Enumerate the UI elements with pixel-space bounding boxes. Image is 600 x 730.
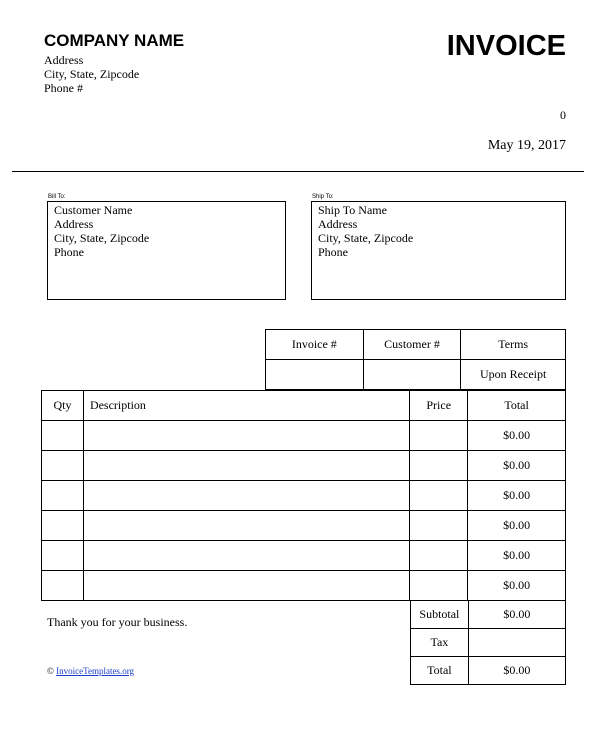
bill-to-label: Bill To: (48, 194, 66, 200)
ship-to-label: Ship To: (312, 194, 334, 200)
summary-table (410, 600, 566, 685)
info-value-invoice-number[interactable] (266, 360, 364, 390)
ship-to-box (311, 201, 566, 300)
copyright-line (47, 666, 134, 676)
item-total-cell: $0.00 (468, 421, 566, 451)
tax-label: Tax (411, 629, 469, 657)
bill-to-line: Phone (54, 245, 84, 259)
tax-value[interactable] (468, 629, 565, 657)
info-header-invoice-number: Invoice # (266, 330, 364, 360)
table-row (42, 511, 566, 541)
table-row (42, 421, 566, 451)
company-address: Address (44, 53, 84, 67)
column-header-price: Price (410, 391, 468, 421)
header-divider (12, 171, 584, 172)
bill-to-line: Address (54, 217, 94, 231)
table-row (42, 481, 566, 511)
column-header-total: Total (468, 391, 566, 421)
item-price-cell[interactable] (410, 541, 468, 571)
item-price-cell[interactable] (410, 451, 468, 481)
line-items-table (41, 390, 566, 601)
item-qty-cell[interactable] (42, 481, 84, 511)
item-qty-cell[interactable] (42, 541, 84, 571)
column-header-description: Description (83, 391, 409, 421)
item-description-cell[interactable] (83, 541, 409, 571)
total-label: Total (411, 657, 469, 685)
item-price-cell[interactable] (410, 511, 468, 541)
bill-to-line: City, State, Zipcode (54, 231, 150, 245)
item-price-cell[interactable] (410, 571, 468, 601)
company-phone: Phone # (44, 81, 83, 95)
invoice-title: INVOICE (446, 30, 566, 62)
invoice-date: May 19, 2017 (487, 138, 566, 153)
ship-to-line: Address (318, 217, 358, 231)
copyright-icon: © (47, 666, 54, 676)
item-description-cell[interactable] (83, 481, 409, 511)
info-header-customer-number: Customer # (363, 330, 461, 360)
item-qty-cell[interactable] (42, 571, 84, 601)
table-row (42, 451, 566, 481)
ship-to-line: City, State, Zipcode (318, 231, 414, 245)
company-city: City, State, Zipcode (44, 67, 140, 81)
thank-you-note: Thank you for your business. (47, 615, 188, 629)
invoice-info-table (265, 329, 566, 390)
ship-to-line: Ship To Name (318, 203, 387, 217)
info-value-customer-number[interactable] (363, 360, 461, 390)
subtotal-label: Subtotal (411, 601, 469, 629)
item-total-cell: $0.00 (468, 511, 566, 541)
invoice-number: 0 (560, 108, 566, 122)
table-row (42, 541, 566, 571)
column-header-qty: Qty (42, 391, 84, 421)
table-row (42, 571, 566, 601)
info-value-terms[interactable]: Upon Receipt (461, 360, 566, 390)
item-description-cell[interactable] (83, 511, 409, 541)
item-total-cell: $0.00 (468, 451, 566, 481)
item-price-cell[interactable] (410, 481, 468, 511)
item-total-cell: $0.00 (468, 571, 566, 601)
info-header-terms: Terms (461, 330, 566, 360)
item-qty-cell[interactable] (42, 451, 84, 481)
invoice-templates-link[interactable]: InvoiceTemplates.org (56, 666, 135, 676)
subtotal-value: $0.00 (468, 601, 565, 629)
item-qty-cell[interactable] (42, 421, 84, 451)
item-qty-cell[interactable] (42, 511, 84, 541)
item-description-cell[interactable] (83, 451, 409, 481)
company-name: COMPANY NAME (44, 31, 185, 50)
total-value: $0.00 (468, 657, 565, 685)
item-price-cell[interactable] (410, 421, 468, 451)
ship-to-line: Phone (318, 245, 348, 259)
item-total-cell: $0.00 (468, 541, 566, 571)
item-description-cell[interactable] (83, 571, 409, 601)
item-description-cell[interactable] (83, 421, 409, 451)
bill-to-box (47, 201, 286, 300)
bill-to-line: Customer Name (54, 203, 133, 217)
item-total-cell: $0.00 (468, 481, 566, 511)
